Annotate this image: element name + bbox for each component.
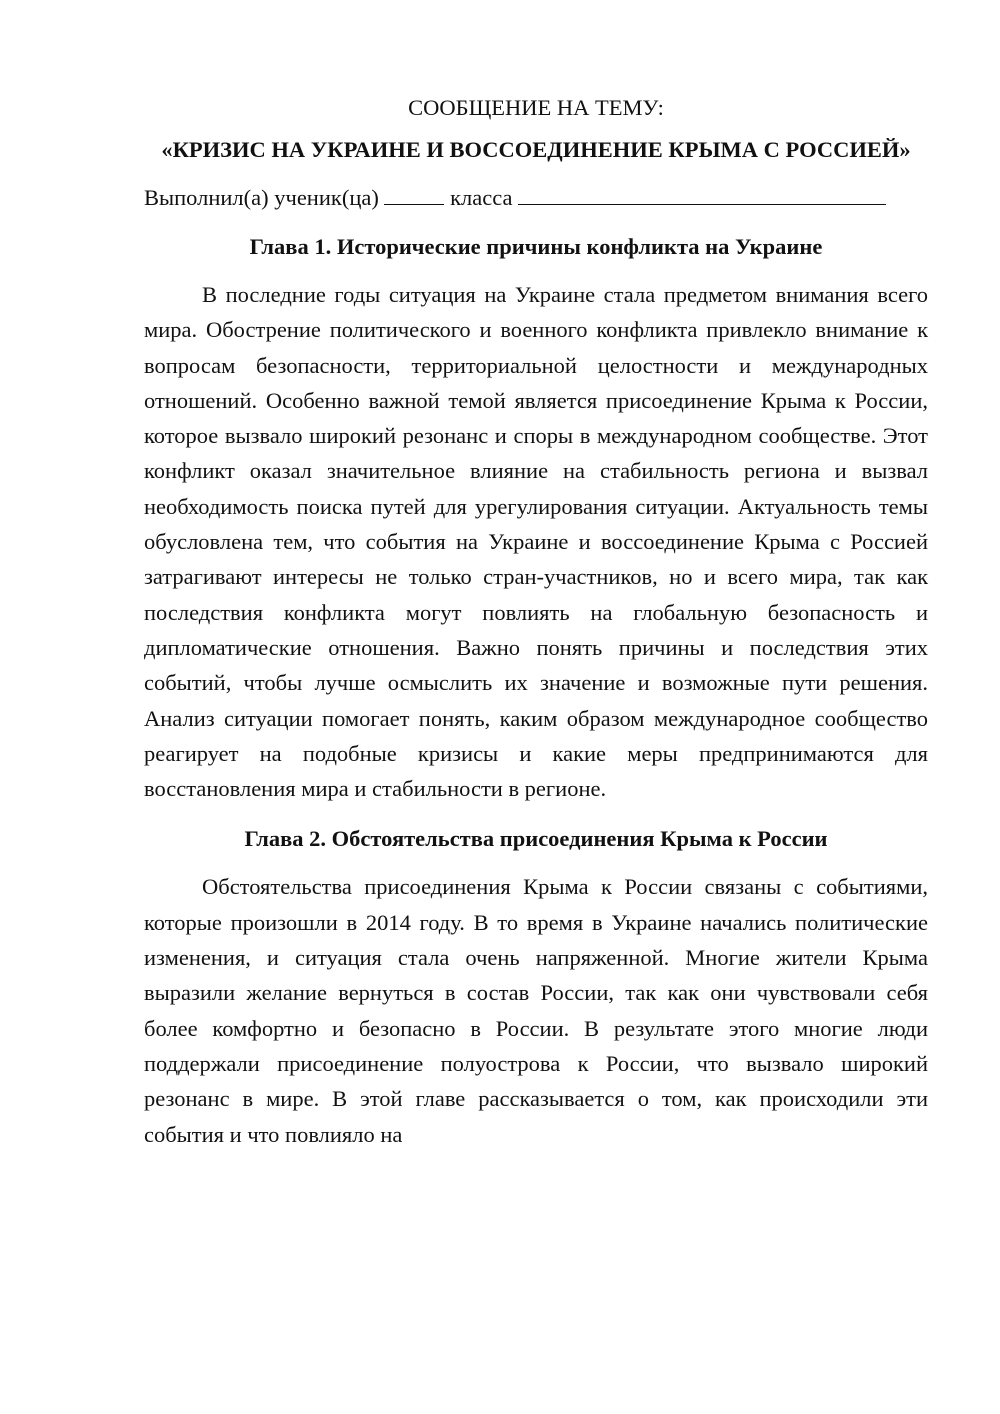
author-line [144, 181, 928, 215]
author-line-prefix: Выполнил(а) ученик(ца) [144, 185, 379, 210]
author-line-middle: класса [450, 185, 513, 210]
document-content [144, 92, 928, 1152]
chapter-2-heading: Глава 2. Обстоятельства присоединения Крыма к России [244, 826, 828, 852]
chapter-1-paragraph: В последние годы ситуация на Украине стала предметом внимания всего мира. Обострение политического и военного конфликта привлекло внимание к вопросам безопасности, территориальной целостности и международных отношений. Особенно важной темой является присоединение Крыма к России, которое вызвало широкий резонанс и споры в международном сообществе. Этот конфликт оказал значительное влияние на стабильность региона и вызвал необходимость поиска путей для урегулирования ситуации. Актуальность темы обусловлена тем, что события на Украине и воссоединение Крыма с Россией затрагивают интересы не только стран-участников, но и всего мира, так как последствия конфликта могут повлиять на глобальную безопасность и дипломатические отношения. Важно понять причины и последствия этих событий, чтобы лучше осмыслить их значение и возможные пути решения. Анализ ситуации помогает понять, каким образом международное сообщество реагирует на подобные кризисы и какие меры предпринимаются для восстановления мира и стабильности в регионе. [144, 282, 928, 802]
chapter-2-paragraph: Обстоятельства присоединения Крыма к России связаны с событиями, которые произошли в 2014 году. В то время в Украине начались политические изменения, и ситуация стала очень напряженной. Многие жители Крыма выразили желание вернуться в состав России, так как они чувствовали себя более комфортно и безопасно в России. В результате этого многие люди поддержали присоединение полуострова к России, что вызвало широкий резонанс в мире. В этой главе рассказывается о том, как происходили эти события и что повлияло на [144, 874, 928, 1147]
student-name-blank [518, 185, 886, 205]
chapter-1-heading: Глава 1. Исторические причины конфликта на Украине [249, 234, 823, 259]
class-number-blank [384, 185, 444, 205]
document-kicker: СООБЩЕНИЕ НА ТЕМУ: [408, 95, 664, 120]
document-title: «КРИЗИС НА УКРАИНЕ И ВОССОЕДИНЕНИЕ КРЫМА С РОССИЕЙ» [161, 137, 911, 162]
